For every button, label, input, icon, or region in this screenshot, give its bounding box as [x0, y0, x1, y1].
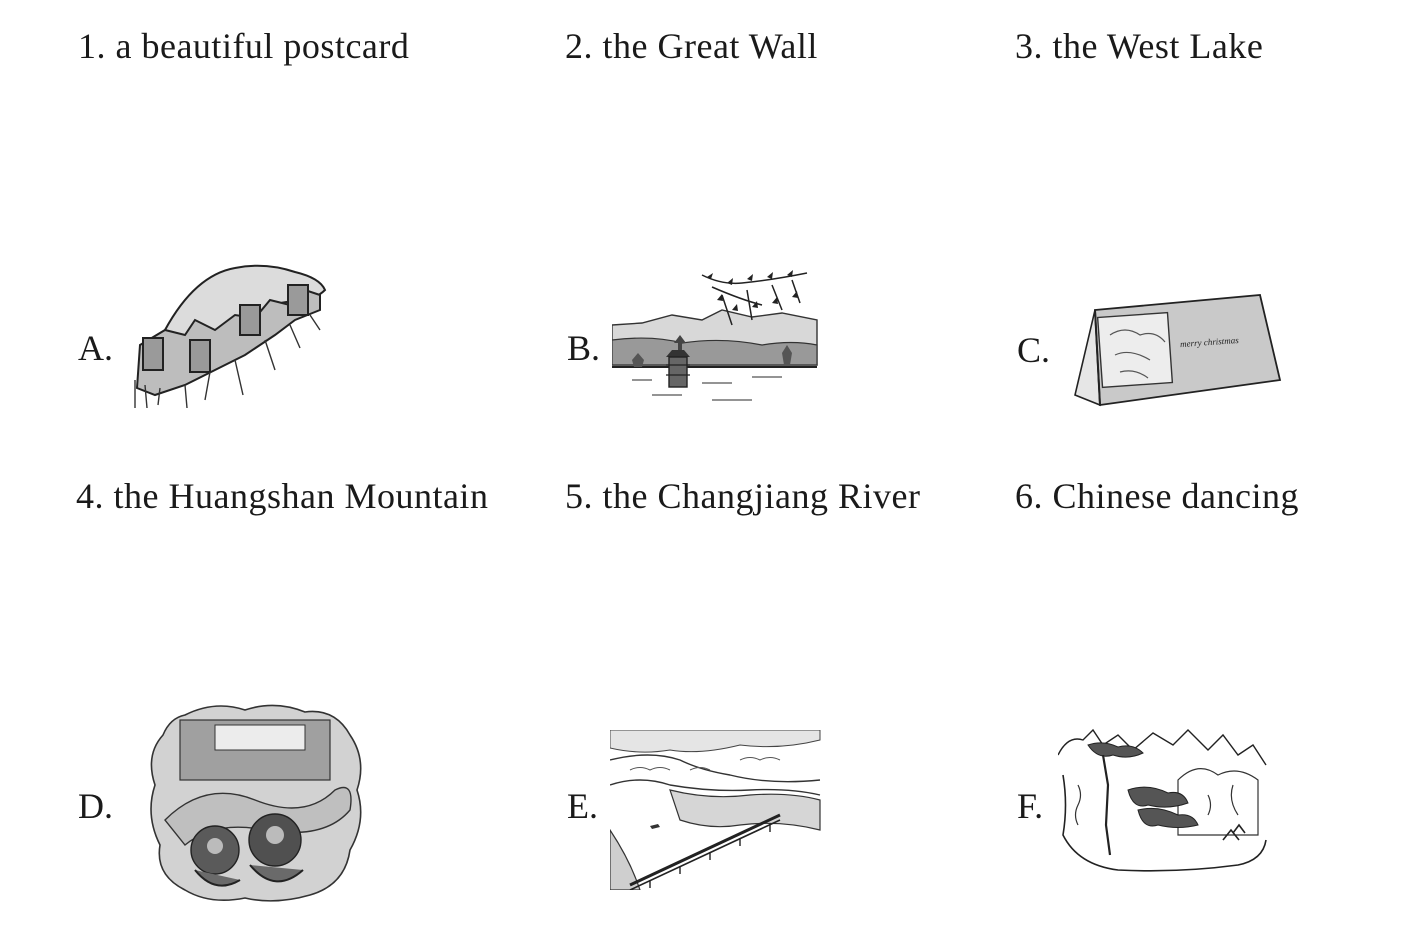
- letter-f: F.: [1017, 786, 1044, 826]
- postcard-icon: [1070, 290, 1285, 410]
- item-1: 1. a beautiful postcard: [78, 26, 410, 66]
- item-4: 4. the Huangshan Mountain: [76, 476, 489, 516]
- item-6: 6. Chinese dancing: [1015, 476, 1299, 516]
- letter-b: B.: [567, 328, 601, 368]
- item-5: 5. the Changjiang River: [565, 476, 921, 516]
- letter-a: A.: [78, 328, 113, 368]
- card-text: merry christmas: [1179, 335, 1240, 350]
- huangshan-mountain-icon: [1058, 725, 1268, 873]
- changjiang-river-icon: [610, 730, 822, 890]
- item-2: 2. the Great Wall: [565, 26, 818, 66]
- item-3: 3. the West Lake: [1015, 26, 1264, 66]
- letter-c: C.: [1017, 330, 1051, 370]
- west-lake-icon: [612, 265, 822, 410]
- letter-d: D.: [78, 786, 113, 826]
- great-wall-icon: [125, 260, 330, 410]
- chinese-dancing-icon: [145, 700, 370, 905]
- letter-e: E.: [567, 786, 598, 826]
